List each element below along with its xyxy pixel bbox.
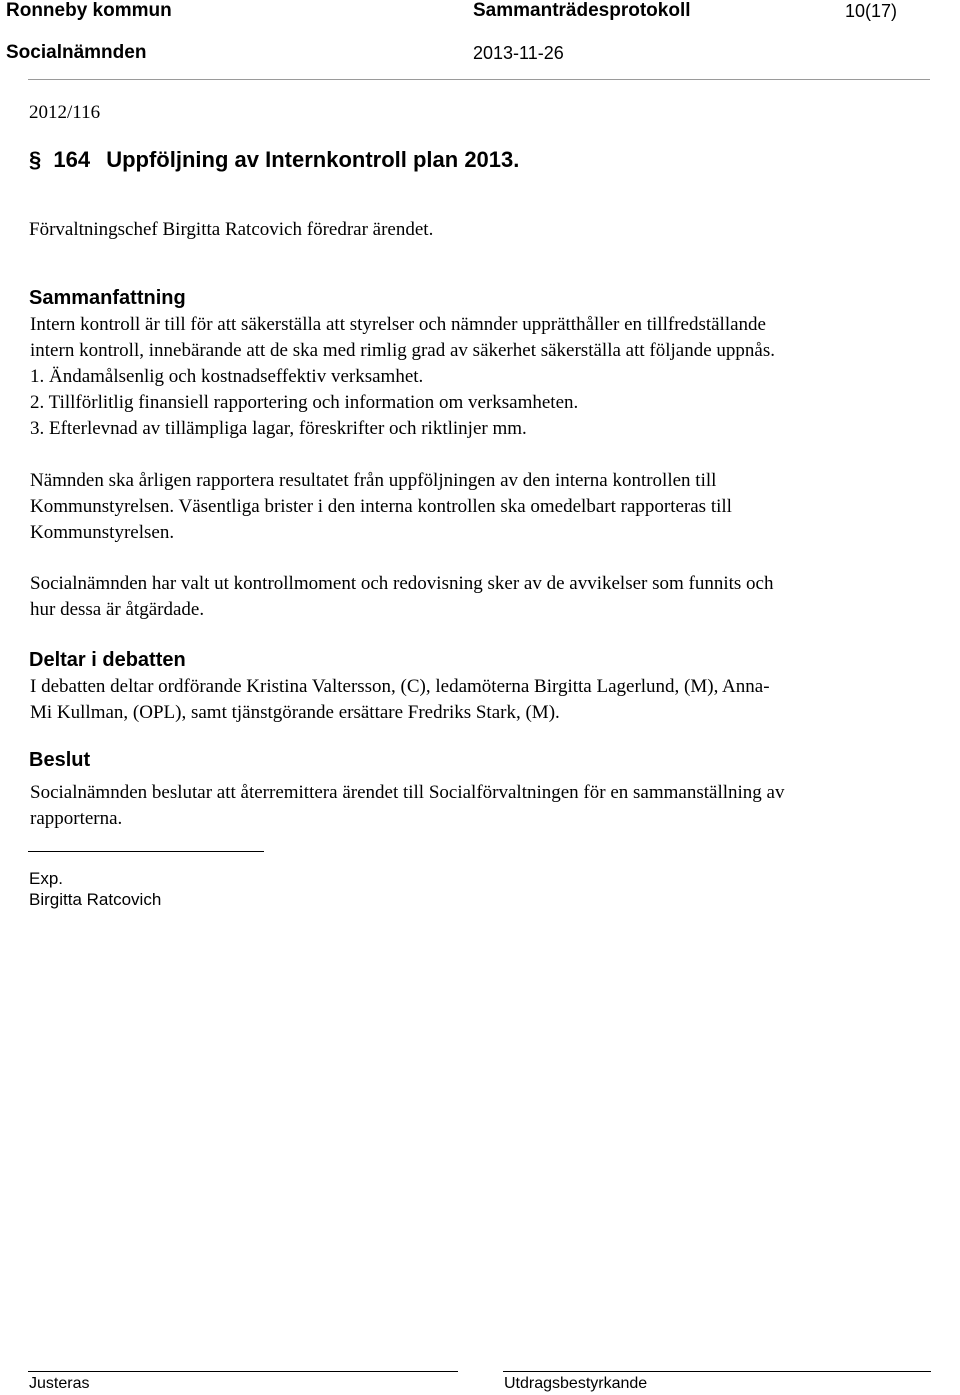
decision-heading: Beslut <box>29 749 91 771</box>
summary-heading: Sammanfattning <box>29 287 186 309</box>
summary-line: intern kontroll, innebärande att de ska med rimlig grad av säkerhet säkerställa att följande uppnås. <box>30 340 775 361</box>
footer-rule-left <box>28 1371 458 1372</box>
municipality-name: Ronneby kommun <box>6 0 172 21</box>
committee-name: Socialnämnden <box>6 42 147 63</box>
decision-paragraph <box>30 780 930 832</box>
paragraph-line: Kommunstyrelsen. Väsentliga brister i den interna kontrollen ska omedelbart rapporteras till <box>30 496 732 517</box>
paragraph-number: 164 <box>53 147 91 172</box>
meeting-date: 2013-11-26 <box>473 43 564 63</box>
summary-line: Intern kontroll är till för att säkerställa att styrelser och nämnder upprätthåller en tillfredställande <box>30 314 766 335</box>
paragraph-line: I debatten deltar ordförande Kristina Valtersson, (C), ledamöterna Birgitta Lagerlund, (M), Anna- <box>30 676 770 697</box>
footer-utdragsbestyrkande: Utdragsbestyrkande <box>504 1375 648 1392</box>
document-type: Sammanträdesprotokoll <box>473 0 691 21</box>
summary-line: 1. Ändamålsenlig och kostnadseffektiv verksamhet. <box>30 366 424 387</box>
signature-line <box>28 851 264 852</box>
paragraph-line: Socialnämnden beslutar att återremittera ärendet till Socialförvaltningen för en sammanställning av <box>30 782 785 803</box>
expedition-label: Exp. <box>29 869 64 888</box>
paragraph-line: Kommunstyrelsen. <box>30 522 175 543</box>
header-divider <box>28 79 930 80</box>
reporting-paragraph <box>30 468 930 546</box>
summary-line: 2. Tillförlitlig finansiell rapportering och information om verksamheten. <box>30 392 579 413</box>
paragraph-line: Mi Kullman, (OPL), samt tjänstgörande ersättare Fredriks Stark, (M). <box>30 702 560 723</box>
debate-heading: Deltar i debatten <box>29 649 186 671</box>
debate-paragraph <box>30 674 930 726</box>
summary-line: 3. Efterlevnad av tillämpliga lagar, föreskrifter och riktlinjer mm. <box>30 418 527 439</box>
paragraph-line: hur dessa är åtgärdade. <box>30 599 205 620</box>
control-paragraph <box>30 571 930 623</box>
page-number: 10(17) <box>845 1 898 21</box>
paragraph-title <box>29 147 519 173</box>
paragraph-line: Nämnden ska årligen rapportera resultatet från uppföljningen av den interna kontrollen till <box>30 470 717 491</box>
paragraph-line: Socialnämnden har valt ut kontrollmoment och redovisning sker av de avvikelser som funnits och <box>30 573 774 594</box>
expedition-recipient: Birgitta Ratcovich <box>29 890 162 909</box>
paragraph-title-text: Uppföljning av Internkontroll plan 2013. <box>106 147 520 172</box>
footer-justeras: Justeras <box>29 1375 90 1392</box>
presenter-line: Förvaltningschef Birgitta Ratcovich föredrar ärendet. <box>29 219 434 240</box>
summary-list <box>30 312 930 442</box>
case-number: 2012/116 <box>29 102 101 123</box>
section-symbol: § <box>29 147 42 172</box>
paragraph-line: rapporterna. <box>30 808 123 829</box>
footer-rule-right <box>503 1371 931 1372</box>
